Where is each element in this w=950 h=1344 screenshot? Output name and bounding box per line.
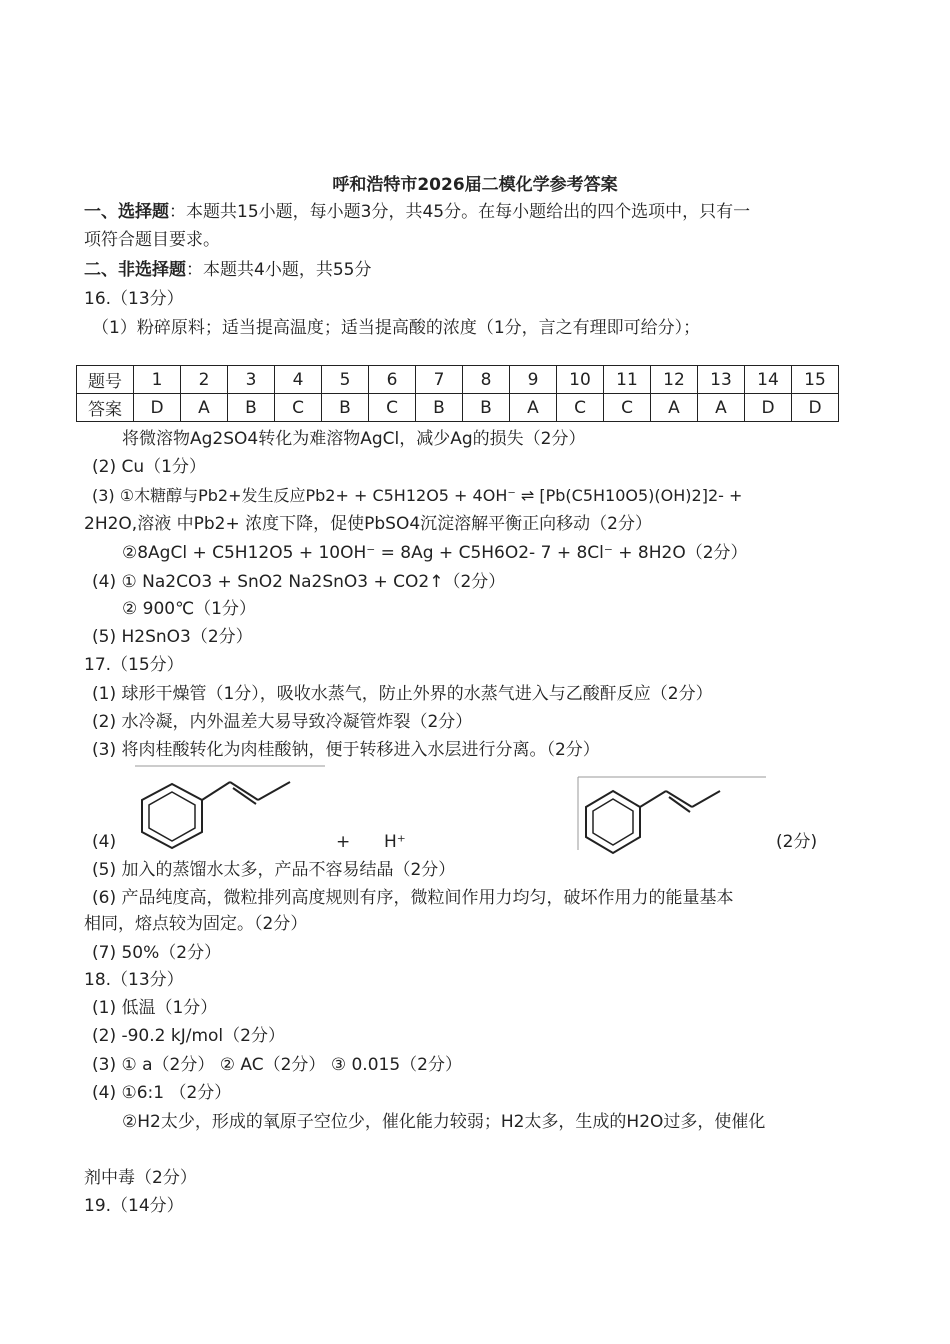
table-cell: B: [228, 394, 275, 422]
q18-line6: 剂中毒（2分）: [84, 1168, 197, 1188]
q16-line5: 2H2O,溶液 中Pb2+ 浓度下降，促使PbSO4沉淀溶解平衡正向移动（2分）: [84, 514, 652, 534]
q18-line3: (3) ① a（2分） ② AC（2分） ③ 0.015（2分）: [92, 1055, 462, 1075]
table-cell: 12: [651, 366, 698, 394]
q16-line3: (2) Cu（1分）: [92, 457, 206, 477]
table-cell: 7: [416, 366, 463, 394]
table-cell: 6: [369, 366, 416, 394]
table-cell: A: [510, 394, 557, 422]
answer-table-answer-row: [77, 394, 839, 422]
table-cell: 4: [275, 366, 322, 394]
table-cell: A: [651, 394, 698, 422]
table-cell: C: [275, 394, 322, 422]
section1-text: ：本题共15小题，每小题3分，共45分。在每小题给出的四个选项中，只有一: [169, 202, 751, 222]
q17-line7: (7) 50%（2分）: [92, 943, 222, 963]
structure-left-diagram: [130, 762, 330, 852]
table-cell: D: [134, 394, 181, 422]
section2-text: ：本题共4小题，共55分: [186, 260, 372, 280]
table-cell: C: [604, 394, 651, 422]
q17-line4-label: (4): [92, 832, 117, 852]
table-cell: C: [557, 394, 604, 422]
table-cell: D: [745, 394, 792, 422]
q17-line4-h: H⁺: [384, 832, 406, 852]
q16-line1: （1）粉碎原料；适当提高温度；适当提高酸的浓度（1分，言之有理即可给分）；: [92, 318, 701, 338]
q17-line6b: 相同，熔点较为固定。（2分）: [84, 914, 308, 934]
q17-line4-plus: +: [336, 832, 351, 852]
q19-header: 19.（14分）: [84, 1196, 184, 1216]
q17-line3: (3) 将肉桂酸转化为肉桂酸钠，便于转移进入水层进行分离。（2分）: [92, 740, 600, 760]
answer-table: [76, 365, 839, 422]
q16-line6: ②8AgCl + C5H12O5 + 10OH⁻ = 8Ag + C5H6O2- 7 + 8Cl⁻ + 8H2O（2分）: [122, 543, 748, 563]
q16-line7: (4) ① Na2CO3 + SnO2 Na2SnO3 + CO2↑（2分）: [92, 572, 506, 592]
q18-line1: (1) 低温（1分）: [92, 998, 218, 1018]
answer-table-number-row: [77, 366, 839, 394]
q17-header: 17.（15分）: [84, 655, 184, 675]
q16-line2: 将微溶物Ag2SO4转化为难溶物AgCl，减少Ag的损失（2分）: [122, 429, 586, 449]
table-cell: 14: [745, 366, 792, 394]
table-cell: B: [322, 394, 369, 422]
q16-header: 16.（13分）: [84, 289, 184, 309]
section1-text2: 项符合题目要求。: [84, 230, 220, 250]
q16-line4: (3) ①木糖醇与Pb2+发生反应Pb2+ + C5H12O5 + 4OH⁻ ⇌ [Pb(C5H10O5)(OH)2]2- +: [92, 486, 743, 505]
table-cell: 2: [181, 366, 228, 394]
table-cell: 5: [322, 366, 369, 394]
q18-line2: (2) -90.2 kJ/mol（2分）: [92, 1026, 285, 1046]
table-cell: 10: [557, 366, 604, 394]
q17-line6: (6) 产品纯度高，微粒排列高度规则有序，微粒间作用力均匀，破坏作用力的能量基本: [92, 888, 734, 908]
section1-heading: 一、选择题: [84, 202, 169, 222]
section2-heading: 二、非选择题: [84, 260, 186, 280]
table-cell: 3: [228, 366, 275, 394]
q18-line4: (4) ①6:1 （2分）: [92, 1083, 232, 1103]
table-cell: 9: [510, 366, 557, 394]
table-cell: 15: [792, 366, 839, 394]
table-cell: B: [416, 394, 463, 422]
structure-right-diagram: [576, 775, 776, 855]
row-label-answer: 答案: [77, 394, 134, 422]
table-cell: 1: [134, 366, 181, 394]
section1-line: [84, 200, 750, 224]
table-cell: 13: [698, 366, 745, 394]
page-title: 呼和浩特市2026届二模化学参考答案: [332, 175, 618, 195]
table-cell: A: [698, 394, 745, 422]
q16-line9: (5) H2SnO3（2分）: [92, 627, 253, 647]
q16-line8: ② 900℃（1分）: [122, 599, 256, 619]
q17-line2: (2) 水冷凝，内外温差大易导致冷凝管炸裂（2分）: [92, 712, 473, 732]
q17-line5: (5) 加入的蒸馏水太多，产品不容易结晶（2分）: [92, 860, 456, 880]
q18-header: 18.（13分）: [84, 970, 184, 990]
table-cell: 11: [604, 366, 651, 394]
q18-line5: ②H2太少，形成的氧原子空位少，催化能力较弱；H2太多，生成的H2O过多，使催化: [122, 1112, 766, 1132]
table-cell: B: [463, 394, 510, 422]
q17-line4-points: (2分): [776, 832, 818, 852]
table-cell: C: [369, 394, 416, 422]
q17-line1: (1) 球形干燥管（1分），吸收水蒸气，防止外界的水蒸气进入与乙酸酐反应（2分）: [92, 684, 713, 704]
table-cell: D: [792, 394, 839, 422]
row-label-number: 题号: [77, 366, 134, 394]
table-cell: 8: [463, 366, 510, 394]
section2-line: [84, 258, 371, 282]
table-cell: A: [181, 394, 228, 422]
